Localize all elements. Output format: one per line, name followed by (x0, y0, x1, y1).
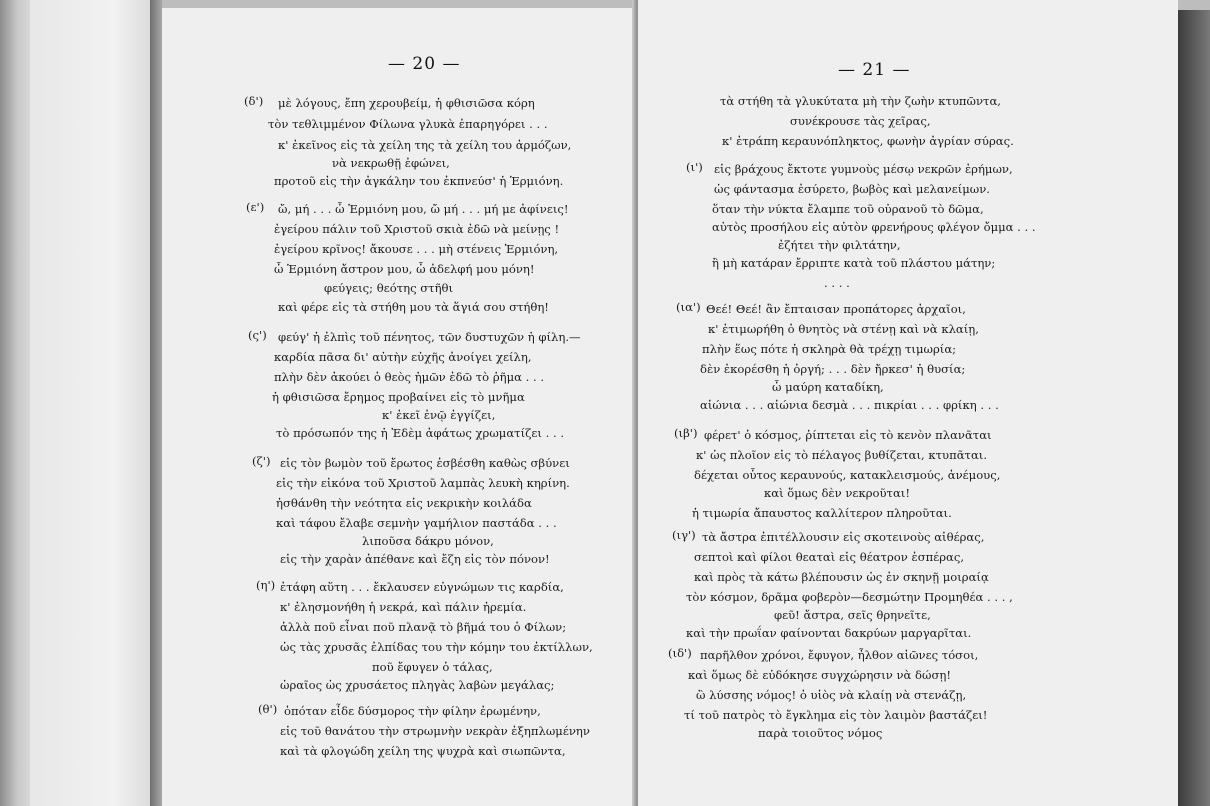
verse-line: συνέκρουσε τὰς χεῖρας, (790, 114, 931, 128)
stanza-number: (ιδ') (668, 646, 692, 660)
verse-line: ἢ μὴ κατάραν ἔρριπτε κατὰ τοῦ πλάστου μάτην; (712, 256, 996, 270)
verse-line: κ' ἐλησμονήθη ἡ νεκρά, καὶ πάλιν ἠρεμία. (280, 600, 527, 614)
verse-line: δὲν ἐκορέσθη ἡ ὀργή; . . . δὲν ἤρκεσ' ἡ θυσία; (700, 362, 966, 376)
page-edge-shadow (150, 0, 162, 806)
verse-line: Θεέ! Θεέ! ἂν ἔπταισαν προπάτορες ἀρχαῖοι, (706, 302, 966, 316)
verse-line: λιποῦσα δάκρυ μόνον, (362, 534, 494, 548)
verse-line: τί τοῦ πατρὸς τὸ ἔγκλημα εἰς τὸν λαιμὸν βαστάζει! (684, 708, 988, 722)
verse-line: ἡ τιμωρία ἄπαυστος καλλίτερον πληροῦται. (692, 506, 952, 520)
stanza-number: (ια') (676, 300, 701, 314)
book-binding-left (0, 0, 30, 806)
verse-line: καὶ πρὸς τὰ κάτω βλέπουσιν ὡς ἐν σκηνῇ μοιραίᾳ (694, 570, 989, 584)
verse-line: ὡραῖος ὡς χρυσάετος πληγὰς λαβὼν μεγάλας; (280, 678, 555, 692)
verse-line: ἐγείρου κρῖνος! ἄκουσε . . . μὴ στένεις Ἑρμιόνη, (274, 242, 559, 256)
verse-line: ὦ Ἑρμιόνη ἄστρον μου, ὦ ἀδελφή μου μόνη! (274, 262, 535, 276)
stanza-number: (ιγ') (672, 528, 696, 542)
verse-line: προτοῦ εἰς τὴν ἀγκάλην του ἐκπνεύσ' ἡ Ἑρμιόνη. (274, 174, 564, 188)
verse-line: καὶ τὴν πρωΐαν φαίνονται δακρύων μαργαρῖται. (686, 626, 972, 640)
verse-line: ἡ φθισιῶσα ἔρημος προβαίνει εἰς τὸ μνῆμα (272, 390, 525, 404)
verse-line: πλὴν δὲν ἀκούει ὁ θεὸς ἡμῶν ἐδῶ τὸ ῥῆμα . . . (274, 370, 545, 384)
stanza-number: (δ') (244, 94, 264, 108)
verse-line: μὲ λόγους, ἔπη χερουβείμ, ἡ φθισιῶσα κόρη (278, 96, 535, 110)
verse-line: κ' ὡς πλοῖον εἰς τὸ πέλαγος βυθίζεται, κτυπᾶται. (696, 448, 988, 462)
page-number: — 20 — (388, 54, 461, 74)
verse-line: παρῆλθον χρόνοι, ἔφυγον, ἦλθον αἰῶνες τόσοι, (700, 648, 979, 662)
verse-line: εἰς τὴν χαρὰν ἀπέθανε καὶ ἔζη εἰς τὸν πόνον! (280, 552, 550, 566)
page-number: — 21 — (838, 60, 911, 80)
ellipsis-row: . . . . (824, 276, 850, 290)
verse-line: κ' ἐκεῖνος εἰς τὰ χείλη της τὰ χείλη του ἁρμόζων, (278, 138, 572, 152)
verse-line: τὸν τεθλιμμένον Φίλωνα γλυκὰ ἐπαρηγόρει . . . (268, 117, 548, 131)
verse-line: καὶ τὰ φλογώδη χείλη της ψυχρὰ καὶ σιωπῶντα, (280, 744, 566, 758)
verse-line: εἰς τὴν εἰκόνα τοῦ Χριστοῦ λαμπὰς λευκὴ κηρίνη. (276, 476, 570, 490)
stanza-number: (ιβ') (674, 426, 698, 440)
verse-line: δέχεται οὗτος κεραυνούς, κατακλεισμούς, ἀνέμους, (694, 468, 1001, 482)
verse-line: καὶ φέρε εἰς τὰ στήθη μου τὰ ἅγιά σου στήθη! (278, 300, 549, 314)
stanza-number: (ς') (248, 328, 267, 342)
verse-line: καρδία πᾶσα δι' αὐτὴν εὐχῆς ἀνοίγει χείλη, (274, 350, 532, 364)
verse-line: ἐγείρου πάλιν τοῦ Χριστοῦ σκιὰ ἐδῶ νὰ μείνῃς ! (274, 222, 560, 236)
verse-line: εἰς τὸν βωμὸν τοῦ ἔρωτος ἐσβέσθη καθὼς σβύνει (280, 456, 570, 470)
verse-line: σεπτοὶ καὶ φίλοι θεαταὶ εἰς θέατρον ἑσπέρας, (694, 550, 965, 564)
verse-line: φεύγεις; θεότης στῆθι (324, 281, 454, 295)
verse-line: ἐζήτει τὴν φιλτάτην, (778, 238, 901, 252)
verse-line: κ' ἐτιμωρήθη ὁ θνητὸς νὰ στένῃ καὶ νὰ κλαίῃ, (708, 322, 979, 336)
verse-line: τὰ ἄστρα ἐπιτέλλουσιν εἰς σκοτεινοὺς αἰθέρας, (702, 530, 985, 544)
verse-line: εἰς βράχους ἔκτοτε γυμνοὺς μέσῳ νεκρῶν ἐρήμων, (714, 162, 1013, 176)
stanza-number: (ι') (686, 160, 703, 174)
stanza-number: (ε') (246, 200, 265, 214)
verse-line: τὸν κόσμον, δρᾶμα φοβερὸν—δεσμώτην Προμηθέα . . . , (686, 590, 1013, 604)
verse-line: φεῦ! ἄστρα, σεῖς θρηνεῖτε, (774, 608, 931, 622)
verse-line: ἐτάφη αὕτη . . . ἔκλαυσεν εὐγνώμων τις καρδία, (280, 580, 564, 594)
stanza-number: (θ') (258, 702, 278, 716)
verse-line: εἰς τοῦ θανάτου τὴν στρωμνὴν νεκρὰν ἐξηπλωμένην (280, 724, 590, 738)
verse-line: ὅταν τὴν νύκτα ἔλαμπε τοῦ οὐρανοῦ τὸ δῶμα, (712, 202, 984, 216)
verse-line: ὡς τὰς χρυσᾶς ἐλπίδας του τὴν κόμην του ἐκτίλλων, (280, 640, 593, 654)
verse-line: φέρετ' ὁ κόσμος, ῥίπτεται εἰς τὸ κενὸν πλανᾶται (704, 428, 992, 442)
verse-line: φεύγ' ἡ ἐλπὶς τοῦ πένητος, τῶν δυστυχῶν ἡ φίλη.— (278, 330, 581, 344)
verse-line: καὶ ὅμως δὲν νεκροῦται! (764, 486, 910, 500)
verse-line: τὰ στήθη τὰ γλυκύτατα μὴ τὴν ζωὴν κτυπῶντα, (720, 94, 1001, 108)
verse-line: ὤ, μή . . . ὦ Ἑρμιόνη μου, ὤ μή . . . μή με ἀφίνεις! (278, 202, 569, 216)
verse-line: αἰώνια . . . αἰώνια δεσμὰ . . . πικρίαι . . . φρίκη . . . (700, 398, 999, 412)
verse-line: αὐτὸς προσήλου εἰς αὐτὸν φρενήρους φλέγον ὄμμα . . . (712, 220, 1036, 234)
stanza-number: (ζ') (252, 454, 271, 468)
right-page (638, 0, 1178, 806)
stanza-number: (η') (256, 578, 276, 592)
book-cover-edge (1178, 10, 1210, 806)
verse-line: ἠσθάνθη τὴν νεότητα εἰς νεκρικὴν κοιλάδα (276, 496, 532, 510)
verse-line: ἀλλὰ ποῦ εἶναι ποῦ πλανᾷ τὸ βῆμά του ὁ Φίλων; (280, 620, 567, 634)
verse-line: ὢ λύσσης νόμος! ὁ υἱὸς νὰ κλαίῃ νὰ στενάζῃ, (696, 688, 967, 702)
verse-line: ὦ μαύρη καταδίκη, (772, 380, 884, 394)
verse-line: πλὴν ἕως πότε ἡ σκληρὰ θὰ τρέχῃ τιμωρία; (702, 342, 957, 356)
verse-line: ποῦ ἔφυγεν ὁ τάλας, (372, 660, 493, 674)
verse-line: καὶ ὅμως δὲ εὐδόκησε συγχώρησιν νὰ δώσῃ! (688, 668, 951, 682)
left-page (162, 8, 636, 806)
verse-line: ὡς φάντασμα ἐσύρετο, βωβὸς καὶ μελανείμων. (714, 182, 990, 196)
verse-line: κ' ἐτράπη κεραυνόπληκτος, φωνὴν ἀγρίαν σύρας. (722, 134, 1014, 148)
verse-line: ὁπόταν εἶδε δύσμορος τὴν φίλην ἐρωμένην, (284, 704, 541, 718)
verse-line: νὰ νεκρωθῇ ἐφώνει, (332, 156, 450, 170)
verse-line: καὶ τάφου ἔλαβε σεμνὴν γαμήλιον παστάδα . . . (276, 516, 557, 530)
verse-line: κ' ἐκεῖ ἐνῷ ἐγγίζει, (382, 408, 496, 422)
page-edge-strip (30, 0, 150, 806)
verse-line: παρὰ τοιοῦτος νόμος (758, 726, 883, 740)
verse-line: τὸ πρόσωπόν της ἡ Ἐδὲμ ἀφάτως χρωματίζει . . . (276, 426, 565, 440)
